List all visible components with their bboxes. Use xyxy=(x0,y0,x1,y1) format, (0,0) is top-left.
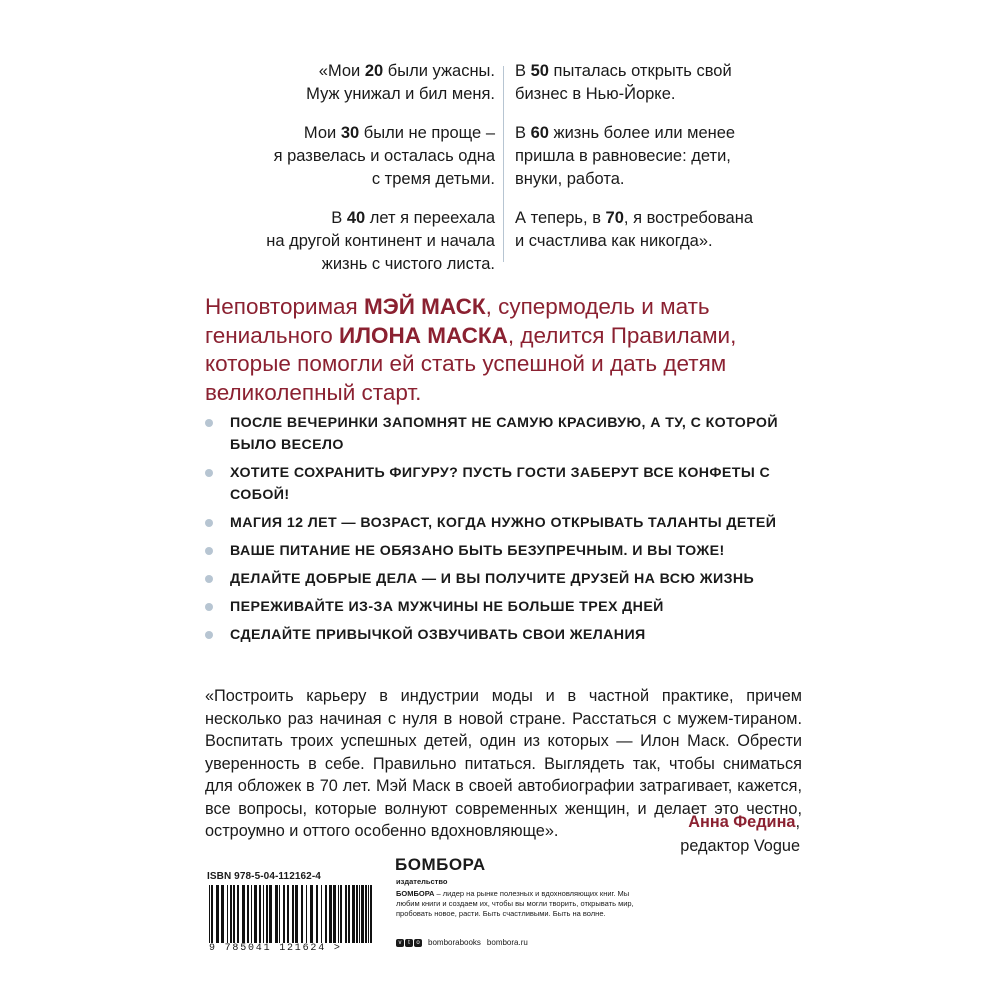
bullet-icon xyxy=(205,603,213,611)
rule-text: ПОСЛЕ ВЕЧЕРИНКИ ЗАПОМНЯТ НЕ САМУЮ КРАСИВУЮ, А ТУ, С КОТОРОЙ БЫЛО ВЕСЕЛО xyxy=(230,415,778,453)
barcode-bar xyxy=(237,885,239,943)
barcode-bar xyxy=(211,885,213,943)
quote-age-number: 60 xyxy=(530,124,549,142)
barcode-bar xyxy=(338,885,339,943)
rule-item xyxy=(205,512,825,534)
quote-paragraph xyxy=(515,122,835,191)
quote-post: пыталась открыть свой бизнес в Нью-Йорке. xyxy=(515,62,732,103)
rule-text: СДЕЛАЙТЕ ПРИВЫЧКОЙ ОЗВУЧИВАТЬ СВОИ ЖЕЛАНИЯ xyxy=(230,627,646,643)
quote-pre: А теперь, в xyxy=(515,209,606,227)
quote-post: лет я переехала на другой континент и начала жизнь с чистого листа. xyxy=(266,209,495,273)
publisher-logo: БОМБОРА xyxy=(395,855,486,874)
social-handle[interactable]: bomborabooks xyxy=(428,938,481,947)
quote-age-number: 70 xyxy=(605,209,624,227)
review-author xyxy=(500,810,800,858)
barcode-bar xyxy=(306,885,307,943)
rules-list xyxy=(205,412,825,652)
barcode-bar xyxy=(283,885,285,943)
author-name: Анна Федина xyxy=(688,813,796,831)
vk-icon[interactable]: v xyxy=(396,939,404,947)
telegram-icon[interactable]: t xyxy=(405,939,413,947)
column-divider xyxy=(503,66,504,262)
quote-age-number: 50 xyxy=(530,62,549,80)
barcode-bar xyxy=(216,885,219,943)
bullet-icon xyxy=(205,519,213,527)
rule-item xyxy=(205,412,825,456)
quote-age-number: 20 xyxy=(364,62,384,80)
headline-part1: Неповторимая xyxy=(205,294,364,319)
barcode-bar xyxy=(361,885,364,943)
quote-pre: В xyxy=(331,209,347,227)
barcode-bar xyxy=(348,885,350,943)
headline-name-mae: МЭЙ МАСК xyxy=(363,294,486,319)
quote-age-number: 40 xyxy=(346,209,366,227)
barcode-bar xyxy=(221,885,224,943)
barcode-bar xyxy=(340,885,342,943)
headline-part3: , делится Правилами, которые помогли ей стать успешной и дать детям великолепный старт. xyxy=(205,322,737,405)
barcode-bar xyxy=(227,885,228,943)
ok-icon[interactable]: o xyxy=(414,939,422,947)
barcode-bar xyxy=(310,885,313,943)
publisher-site[interactable]: bombora.ru xyxy=(486,938,528,947)
barcode-bar xyxy=(356,885,358,943)
rule-item xyxy=(205,624,825,646)
quote-pre: В xyxy=(515,62,531,80)
social-icons xyxy=(396,939,422,947)
rule-item xyxy=(205,540,825,562)
isbn-label: ISBN 978-5-04-112162-4 xyxy=(207,871,321,882)
quote-column-right xyxy=(515,60,835,269)
bullet-icon xyxy=(205,547,213,555)
quote-pre: В xyxy=(515,124,531,142)
quote-paragraph xyxy=(515,60,835,106)
quote-post: были ужасны. Муж унижал и бил меня. xyxy=(306,62,495,103)
quote-post: были не проще – я развелась и осталась одна с тремя детьми. xyxy=(273,124,495,188)
headline-name-elon: ИЛОНА МАСКА xyxy=(339,322,508,348)
barcode-image xyxy=(207,885,375,943)
barcode-bar xyxy=(279,885,280,943)
rule-text: ДЕЛАЙТЕ ДОБРЫЕ ДЕЛА — И ВЫ ПОЛУЧИТЕ ДРУЗЕЙ НА ВСЮ ЖИЗНЬ xyxy=(230,571,755,587)
barcode-bar xyxy=(321,885,322,943)
author-comma: , xyxy=(795,813,800,831)
barcode-bar xyxy=(266,885,268,943)
barcode-bar xyxy=(251,885,252,943)
rule-text: МАГИЯ 12 ЛЕТ — ВОЗРАСТ, КОГДА НУЖНО ОТКРЫВАТЬ ТАЛАНТЫ ДЕТЕЙ xyxy=(230,515,777,531)
bullet-icon xyxy=(205,631,213,639)
bullet-icon xyxy=(205,575,213,583)
barcode-bar xyxy=(259,885,261,943)
publisher-subtitle: издательство xyxy=(396,877,448,886)
rule-text: ХОТИТЕ СОХРАНИТЬ ФИГУРУ? ПУСТЬ ГОСТИ ЗАБЕРУТ ВСЕ КОНФЕТЫ С СОБОЙ! xyxy=(230,465,771,503)
quote-paragraph xyxy=(150,207,495,276)
barcode-bar xyxy=(333,885,336,943)
headline-part2: , супермодель и мать гениального xyxy=(205,294,710,348)
barcode-bar xyxy=(370,885,372,943)
barcode-bar xyxy=(287,885,289,943)
barcode-bar xyxy=(247,885,249,943)
barcode-bar xyxy=(295,885,298,943)
publisher-description xyxy=(396,889,636,919)
quote-paragraph xyxy=(150,60,495,106)
barcode-bar xyxy=(275,885,278,943)
barcode-bar xyxy=(301,885,303,943)
barcode-bar xyxy=(325,885,327,943)
review-text: «Построить карьеру в индустрии моды и в частной практике, причем несколько раз начиная с нуля в новой стране. Расстаться с мужем-тираном. Воспитать троих успешных детей, один из которых — Илон Маск. Обрести уверенность в себе. Правильно питаться. Выглядеть так, чтобы сниматься для обложек в 70 лет. Мэй Маск в своей автобиографии затрагивает, кажется, все вопросы, которые волнуют современных женщин, и делает это честно, остроумно и оттого особенно вдохновляюще». xyxy=(205,687,802,840)
headline xyxy=(205,293,825,407)
barcode-bar xyxy=(352,885,355,943)
rule-text: ПЕРЕЖИВАЙТЕ ИЗ-ЗА МУЖЧИНЫ НЕ БОЛЬШЕ ТРЕХ ДНЕЙ xyxy=(230,599,664,615)
bullet-icon xyxy=(205,469,213,477)
barcode-bar xyxy=(292,885,294,943)
barcode-digits: 9 785041 121624 > xyxy=(209,943,342,954)
rule-item xyxy=(205,462,825,506)
barcode-bar xyxy=(269,885,272,943)
rule-item xyxy=(205,596,825,618)
quote-pre: Мои xyxy=(303,124,341,142)
barcode-bar xyxy=(209,885,210,943)
barcode-bar xyxy=(233,885,235,943)
quote-paragraph xyxy=(515,207,835,253)
barcode-bar xyxy=(345,885,347,943)
quote-column-left xyxy=(150,60,495,292)
barcode-bar xyxy=(263,885,264,943)
quote-post: , я востребована и счастлива как никогда». xyxy=(515,209,753,250)
publisher-desc-text: – лидер на рынке полезных и вдохновляющих книг. Мы любим книги и создаем их, чтобы вы могли творить, открывать мир, пробовать новое, расти. Быть счастливыми. Быть на волне. xyxy=(396,889,634,918)
rule-item xyxy=(205,568,825,590)
barcode-bar xyxy=(242,885,245,943)
barcode-bar xyxy=(359,885,360,943)
quote-post: жизнь более или менее пришла в равновесие: дети, внуки, работа. xyxy=(515,124,736,188)
quote-paragraph xyxy=(150,122,495,191)
barcode-bar xyxy=(365,885,367,943)
bullet-icon xyxy=(205,419,213,427)
barcode-bar xyxy=(368,885,369,943)
barcode-bar xyxy=(230,885,232,943)
publisher-social xyxy=(396,938,528,947)
publisher-desc-name: БОМБОРА xyxy=(396,889,435,898)
quote-pre: «Мои xyxy=(318,62,365,80)
barcode-bar xyxy=(254,885,257,943)
barcode-bar xyxy=(316,885,318,943)
rule-text: ВАШЕ ПИТАНИЕ НЕ ОБЯЗАНО БЫТЬ БЕЗУПРЕЧНЫМ. И ВЫ ТОЖЕ! xyxy=(230,543,725,559)
quote-age-number: 30 xyxy=(340,124,360,142)
barcode-bar xyxy=(329,885,332,943)
author-role: редактор Vogue xyxy=(680,837,800,855)
